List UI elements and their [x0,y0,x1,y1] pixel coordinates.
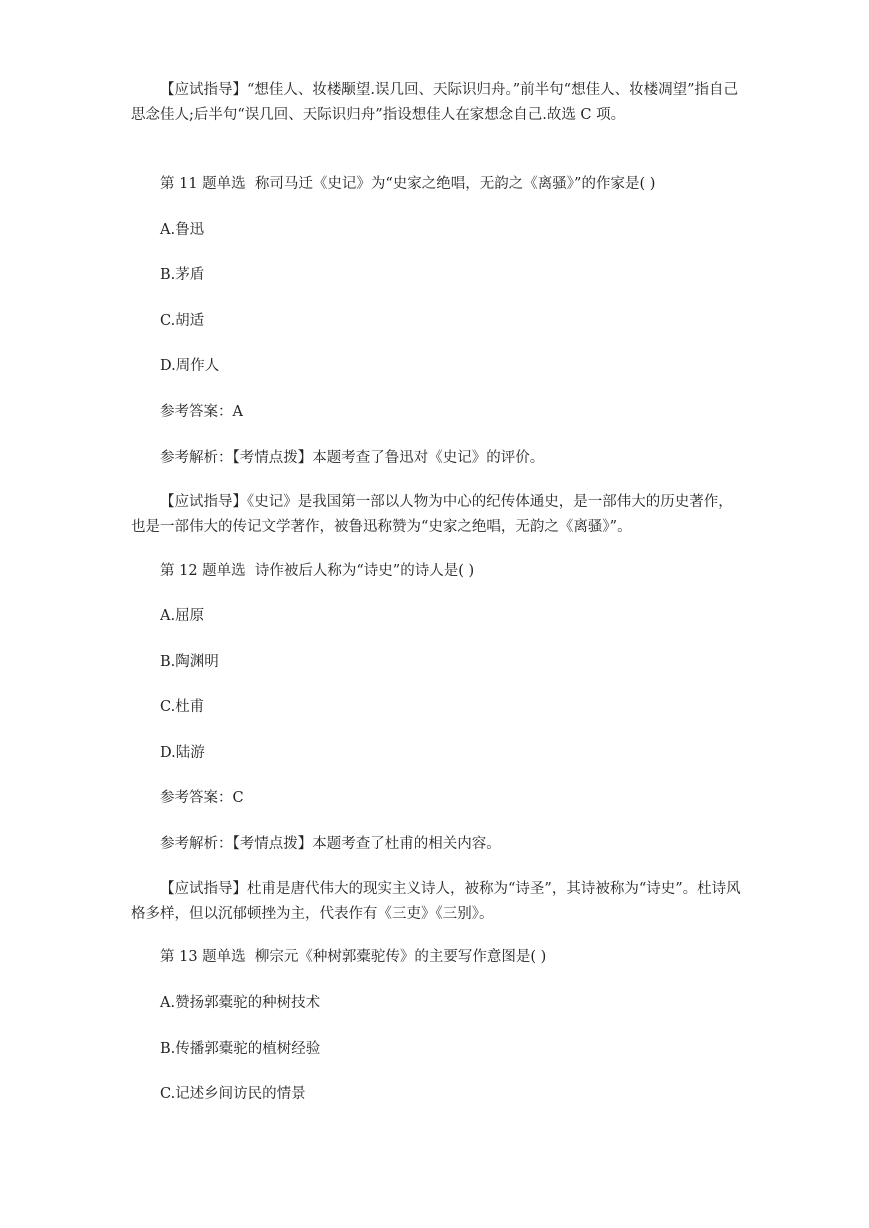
q11-option-b: B.茅盾 [160,267,205,283]
q13-option-a: A.赞扬郭橐驼的种树技术 [160,995,321,1011]
q11-analysis: 参考解析：【考情点拨】本题考查了鲁迅对《史记》的评价。 [160,450,545,466]
q11-option-c: C.胡适 [160,313,205,329]
guide-paragraph-q12: 【应试指导】杜甫是唐代伟大的现实主义诗人，被称为“诗圣”，其诗被称为“诗史”。杜诗风格多样，但以沉郁顿挫为主，代表作有《三吏》《三别》。 [131,881,741,922]
q12-option-d: D.陆游 [160,745,205,761]
guide-paragraph-q11: 【应试指导】《史记》是我国第一部以人物为中心的纪传体通史，是一部伟大的历史著作，也是一部伟大的传记文学著作，被鲁迅称赞为“史家之绝唱，无韵之《离骚》”。 [131,494,733,535]
q12-answer: 参考答案：C [160,790,244,806]
q12-analysis: 参考解析：【考情点拨】本题考查了杜甫的相关内容。 [160,836,501,852]
q11-answer: 参考答案：A [160,404,243,420]
question-12: 第 12 题单选 诗作被后人称为“诗史”的诗人是( ) [160,563,475,579]
q11-option-d: D.周作人 [160,358,220,374]
q12-option-b: B.陶渊明 [160,654,219,670]
q12-option-a: A.屈原 [160,608,205,624]
q13-option-b: B.传播郭橐驼的植树经验 [160,1041,321,1057]
q11-option-a: A.鲁迅 [160,222,205,238]
q12-option-c: C.杜甫 [160,699,205,715]
question-11: 第 11 题单选 称司马迁《史记》为“史家之绝唱，无韵之《离骚》”的作家是( ) [160,176,656,192]
guide-paragraph-q10: 【应试指导】“想佳人、妆楼颙望.误几回、天际识归舟。”前半句“想佳人、妆楼凋望”指自己思念佳人;后半句“误几回、天际识归舟”指设想佳人在家想念自己.故选 C 项。 [131,82,739,123]
q13-option-c: C.记述乡间访民的情景 [160,1086,306,1102]
question-13: 第 13 题单选 柳宗元《种树郭橐驼传》的主要写作意图是( ) [160,949,547,965]
